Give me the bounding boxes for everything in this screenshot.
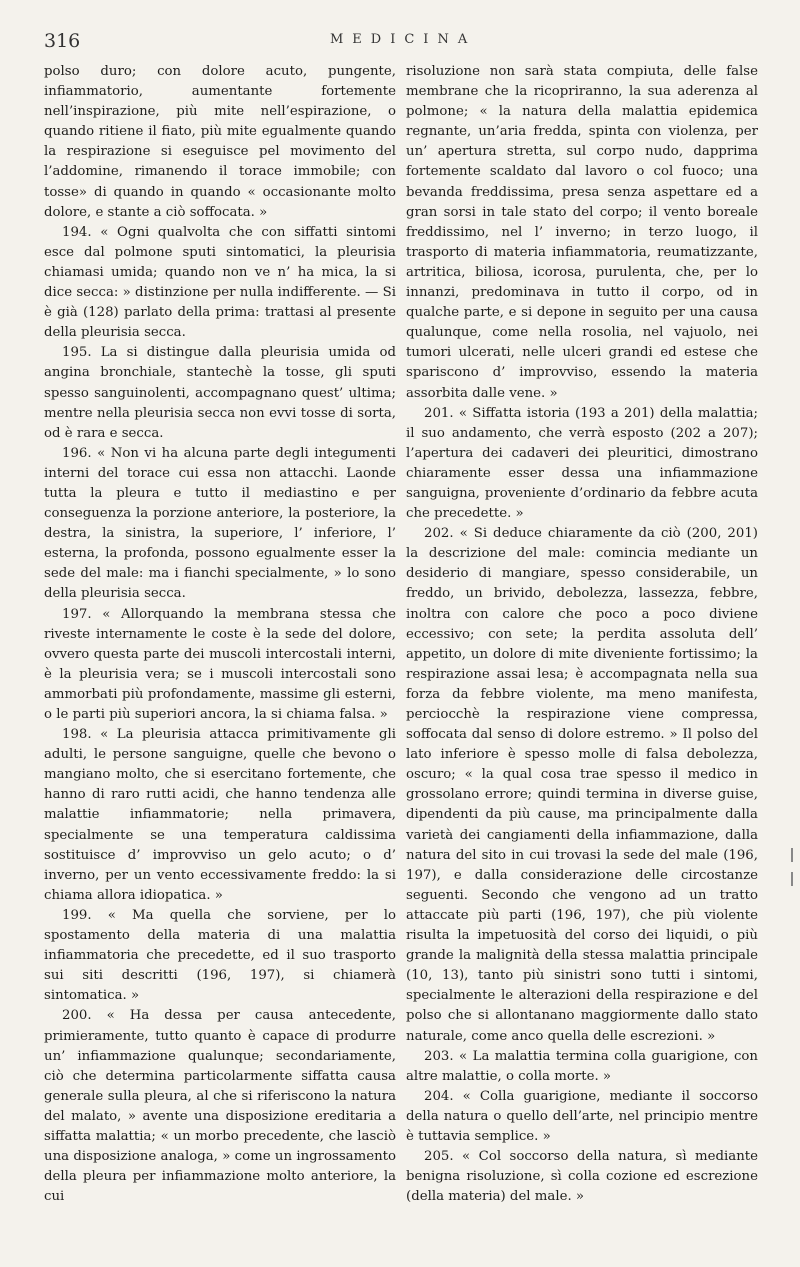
- page-header: [0, 30, 800, 60]
- paragraph: risoluzione non sarà stata compiuta, delle false membrane che la ricopriranno, la sua aderenza al polmone; « la natura della malattia epidemica regnante, un’aria fredda, spinta con violenza, per un’ apertura stretta, sul corpo nudo, dapprima fortemente scaldato dal lavoro o col fuoco; una bevanda freddissima, presa senza aspettare ed a gran sorsi in tale stato del corpo; il vento boreale freddissimo, nel l’ inverno; in terzo luogo, il trasporto di materia infiammatoria, reumatizzante, artritica, biliosa, icorosa, purulenta, che, per lo innanzi, predominava in tutto il corpo, od in qualche parte, e si depone in seguito per una causa qualunque, come nella rosolia, nel vajuolo, nei tumori ulcerati, nelle ulceri grandi ed estese che spariscono d’ improvviso, essendo la materia assorbita dalle vene. »: [406, 64, 758, 401]
- paragraph: 203. « La malattia termina colla guarigione, con altre malattie, o colla morte. »: [406, 1048, 758, 1084]
- paragraph: 205. « Col soccorso della natura, sì mediante benigna risoluzione, sì colla cozione ed escrezione (della materia) del male. »: [406, 1149, 758, 1205]
- paragraph: 200. « Ha dessa per causa antecedente, primieramente, tutto quanto è capace di produrre un’ infiammazione qualunque; secondariamente, ciò che determina particolarmente siffatta causa generale sulla pleura, al che si riferiscono la natura del malato, » avente una disposizione ereditaria a siffatta malattia; « un morbo precedente, che lasciò una disposizione analoga, » come un ingrossamento della pleura per infiammazione molto anteriore, la cui: [44, 1008, 396, 1205]
- paragraph: 204. « Colla guarigione, mediante il soccorso della natura o quello dell’arte, nel principio mentre è tuttavia semplice. »: [406, 1088, 758, 1144]
- paragraph: 199. « Ma quella che sorviene, per lo spostamento della materia di una malattia infiammatoria che precedette, ed il suo trasporto sui siti descritti (196, 197), si chiamerà sintomatica. »: [44, 907, 396, 1004]
- left-column: [44, 62, 396, 1207]
- paragraph: 198. « La pleurisia attacca primitivamente gli adulti, le persone sanguigne, quelle che bevono o mangiano molto, che si esercitano fortemente, che hanno di raro rutti acidi, che hanno tendenza alle malattie infiammatorie; nella primavera, specialmente se una temperatura caldissima sostituisce d’ improvviso un gelo acuto; o d’ inverno, per un vento eccessivamente freddo: la si chiama allora idiopatica. »: [44, 727, 396, 903]
- paragraph: 201. « Siffatta istoria (193 a 201) della malattia; il suo andamento, che verrà esposto (202 a 207); l’apertura dei cadaveri dei pleuritici, dimostrano chiaramente esser dessa una infiammazione sanguigna, proveniente d’ordinario da febbre acuta che precedette. »: [406, 405, 758, 522]
- paragraph: 197. « Allorquando la membrana stessa che riveste internamente le coste è la sede del dolore, ovvero questa parte dei muscoli intercostali interni, è la pleurisia vera; se i muscoli intercostali sono ammorbati più profondamente, massime gli esterni, o le parti più superiori ancora, la si chiama falsa. »: [44, 606, 396, 722]
- margin-mark: [791, 848, 793, 862]
- running-head: MEDICINA: [330, 32, 477, 47]
- paragraph: 194. « Ogni qualvolta che con siffatti sintomi esce dal polmone sputi sintomatici, la pleurisia chiamasi umida; quando non ve n’ ha mica, la si dice secca: » distinzione per nulla indifferente. — Si è già (128) parlato della prima: trattasi al presente della pleurisia secca.: [44, 224, 396, 341]
- paragraph: 196. « Non vi ha alcuna parte degli integumenti interni del torace cui essa non attacchi. Laonde tutta la pleura e tutto il mediastino e per conseguenza la porzione anteriore, la posteriore, la destra, la sinistra, la superiore, l’ inferiore, l’ esterna, la profonda, possono egualmente esser la sede del male: ma i fianchi specialmente, » lo sono della pleurisia secca.: [44, 445, 396, 602]
- paragraph: 202. « Si deduce chiaramente da ciò (200, 201) la descrizione del male: comincia mediante un desiderio di mangiare, spesso considerabile, un freddo, un brivido, debolezza, lassezza, febbre, inoltra con calore che poco a poco diviene eccessivo; con sete; la perdita assoluta dell’ appetito, un dolore di mite diveniente fortissimo; la respirazione assai lesa; è accompagnata nella sua forza da febbre violente, ma meno manifesta, perciocchè la respirazione viene compressa, soffocata dal senso di dolore estremo. » Il polso del lato inferiore è spesso molle di falsa debolezza, oscuro; « la qual cosa trae spesso il medico in grossolano errore; quindi termina in diverse guise, dipendenti da più cause, ma principalmente dalla varietà dei cangiamenti della infiammazione, dalla natura del sito in cui trovasi la sede del male (196, 197), e dalla considerazione delle circostanze seguenti. Secondo che vengono ad un tratto attaccate più parti (196, 197), che più violente risulta la impetuosità del corso dei liquidi, o più grande la malignità della stessa malattia principale (10, 13), tanto più sinistri sono tutti i sintomi, specialmente le alterazioni della respirazione e del polso che si allontanano maggiormente dallo stato naturale, come anco quella delle escrezioni. »: [406, 526, 758, 1044]
- right-column: [406, 62, 758, 1207]
- margin-mark: [791, 872, 793, 886]
- paragraph: polso duro; con dolore acuto, pungente, infiammatorio, aumentante fortemente nell’inspirazione, più mite nell’espirazione, o quando ritiene il fiato, più mite egualmente quando la respirazione si eseguisce pel movimento del l’addomine, rimanendo il torace immobile; con tosse» di quando in quando « occasionante molto dolore, e stante a ciò soffocata. »: [44, 64, 396, 220]
- page-number: 316: [44, 30, 81, 52]
- paragraph: 195. La si distingue dalla pleurisia umida od angina bronchiale, stantechè la tosse, gli sputi spesso sanguinolenti, accompagnano quest’ ultima; mentre nella pleurisia secca non evvi tosse di sorta, od è rara e secca.: [44, 345, 396, 441]
